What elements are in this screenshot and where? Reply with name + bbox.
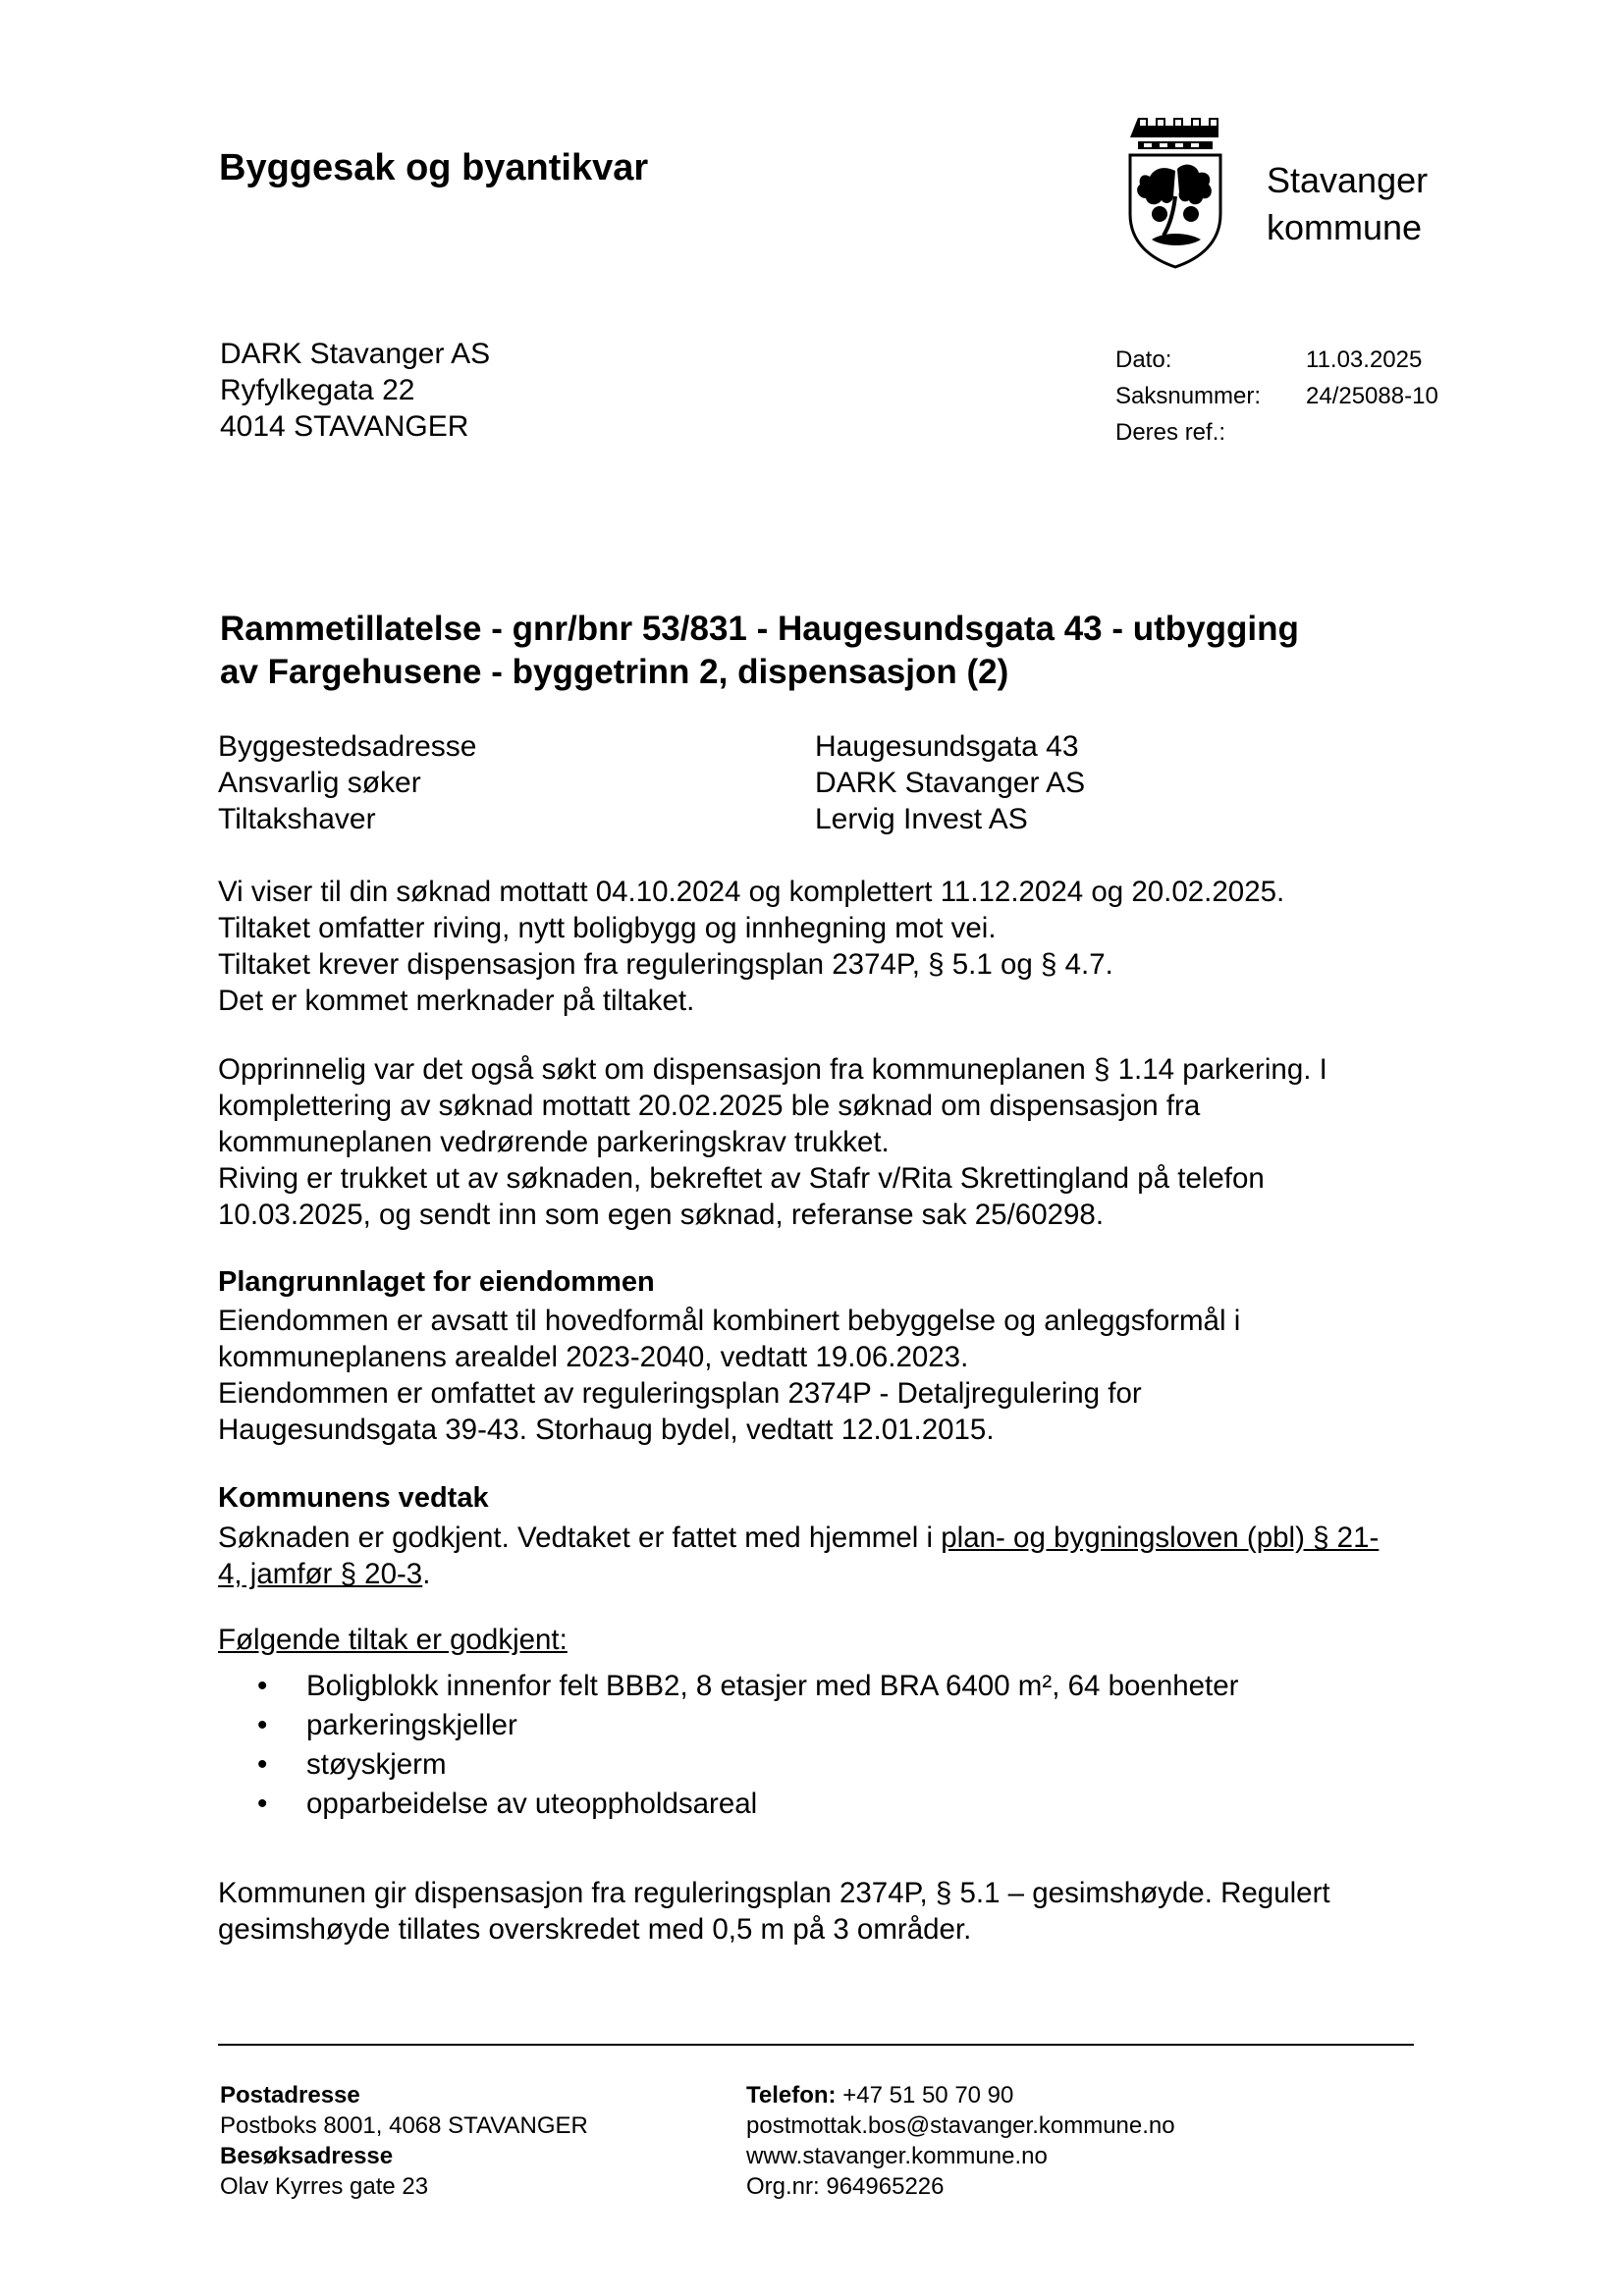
- stavanger-coat-of-arms-logo: [1124, 112, 1226, 271]
- footer-contact-block: [746, 2080, 1175, 2202]
- info-label-applicant: Ansvarlig søker: [218, 767, 421, 799]
- intro-line: Tiltaket krever dispensasjon fra reguleringsplan 2374P, § 5.1 og § 4.7.: [218, 948, 1113, 981]
- info-value-owner: Lervig Invest AS: [815, 803, 1028, 835]
- recipient-street: Ryfylkegata 22: [220, 374, 415, 406]
- info-value-applicant: DARK Stavanger AS: [815, 767, 1086, 799]
- date-label: Dato:: [1115, 347, 1172, 373]
- recipient-name: DARK Stavanger AS: [220, 338, 491, 370]
- municipality-name: [1267, 157, 1428, 251]
- info-value-address: Haugesundsgata 43: [815, 730, 1079, 763]
- list-item: • parkeringskjeller: [257, 1706, 1238, 1745]
- background-line: komplettering av søknad mottatt 20.02.2025 ble søknad om dispensasjon fra: [218, 1090, 1201, 1122]
- plan-paragraph: [218, 1303, 1435, 1448]
- municipality-name-line1: Stavanger: [1267, 160, 1429, 200]
- municipality-name-line2: kommune: [1267, 207, 1423, 247]
- plan-line: Haugesundsgata 39-43. Storhaug bydel, vedtatt 12.01.2015.: [218, 1414, 995, 1446]
- dispensation-paragraph: [218, 1875, 1435, 1948]
- approved-heading-text: Følgende tiltak er godkjent:: [218, 1624, 568, 1656]
- decision-paragraph: [218, 1520, 1435, 1592]
- recipient-address: [220, 336, 490, 445]
- dispensation-line: gesimshøyde tillates overskredet med 0,5 m på 3 områder.: [218, 1913, 972, 1946]
- intro-line: Vi viser til din søknad mottatt 04.10.2024 og komplettert 11.12.2024 og 20.02.2025.: [218, 876, 1285, 908]
- decision-text-end: .: [422, 1558, 431, 1590]
- background-line: Opprinnelig var det også søkt om dispensasjon fra kommuneplanen § 1.14 parkering. I: [218, 1053, 1327, 1086]
- footer-divider: [218, 2044, 1414, 2046]
- decision-text: Søknaden er godkjent. Vedtaket er fattet med hjemmel i: [218, 1522, 942, 1554]
- postal-address-value: Postboks 8001, 4068 STAVANGER: [220, 2112, 588, 2139]
- list-item: • opparbeidelse av uteoppholdsareal: [257, 1785, 1238, 1824]
- postal-address-heading: Postadresse: [220, 2082, 360, 2109]
- pbl-law-link-continued[interactable]: 4, jamfør § 20-3: [218, 1558, 423, 1590]
- case-number-label: Saksnummer:: [1115, 383, 1262, 409]
- phone-row: [746, 2080, 1175, 2110]
- your-ref-label: Deres ref.:: [1115, 419, 1226, 446]
- phone-value: +47 51 50 70 90: [836, 2082, 1014, 2109]
- case-number-value: 24/25088-10: [1306, 383, 1438, 409]
- info-label-address: Byggestedsadresse: [218, 730, 477, 763]
- subject-line-1: Rammetillatelse - gnr/bnr 53/831 - Haugesundsgata 43 - utbygging: [220, 610, 1299, 648]
- approved-measures-list: [257, 1667, 1238, 1824]
- dispensation-line: Kommunen gir dispensasjon fra reguleringsplan 2374P, § 5.1 – gesimshøyde. Regulert: [218, 1877, 1330, 1909]
- background-line: 10.03.2025, og sendt inn som egen søknad, referanse sak 25/60298.: [218, 1199, 1105, 1231]
- department-title: Byggesak og byantikvar: [219, 147, 649, 188]
- plan-line: kommuneplanens arealdel 2023-2040, vedtatt 19.06.2023.: [218, 1341, 969, 1373]
- background-line: kommuneplanen vedrørende parkeringskrav trukket.: [218, 1126, 890, 1158]
- phone-label: Telefon:: [746, 2082, 837, 2109]
- subject-line-2: av Fargehusene - byggetrinn 2, dispensasjon (2): [220, 653, 1009, 691]
- email-address[interactable]: postmottak.bos@stavanger.kommune.no: [746, 2112, 1175, 2139]
- visiting-address-heading: Besøksadresse: [220, 2143, 394, 2169]
- intro-line: Tiltaket omfatter riving, nytt boligbygg og innhegning mot vei.: [218, 912, 997, 944]
- list-item: • støyskjerm: [257, 1745, 1238, 1785]
- decision-heading: Kommunens vedtak: [218, 1482, 489, 1514]
- plan-line: Eiendommen er omfattet av reguleringsplan 2374P - Detaljregulering for: [218, 1377, 1142, 1410]
- letter-subject: [220, 608, 1418, 694]
- plan-heading: Plangrunnlaget for eiendommen: [218, 1266, 655, 1298]
- footer-address-block: [220, 2080, 588, 2202]
- recipient-city: 4014 STAVANGER: [220, 410, 469, 443]
- list-item: • Boligblokk innenfor felt BBB2, 8 etasjer med BRA 6400 m², 64 boenheter: [257, 1667, 1238, 1706]
- approved-heading: [218, 1622, 1435, 1658]
- intro-paragraph: [218, 874, 1435, 1019]
- pbl-law-link[interactable]: plan- og bygningsloven (pbl) § 21-: [941, 1522, 1380, 1554]
- date-value: 11.03.2025: [1306, 347, 1423, 373]
- intro-line: Det er kommet merknader på tiltaket.: [218, 985, 695, 1017]
- org-number: Org.nr: 964965226: [746, 2173, 945, 2200]
- background-line: Riving er trukket ut av søknaden, bekreftet av Stafr v/Rita Skrettingland på telefon: [218, 1162, 1265, 1195]
- decision-line-1: [218, 1520, 1435, 1556]
- info-label-owner: Tiltakshaver: [218, 803, 376, 835]
- background-paragraph: [218, 1051, 1435, 1233]
- decision-line-2: [218, 1556, 1435, 1592]
- plan-line: Eiendommen er avsatt til hovedformål kombinert bebyggelse og anleggsformål i: [218, 1305, 1241, 1337]
- visiting-address-value: Olav Kyrres gate 23: [220, 2173, 429, 2200]
- website-link[interactable]: www.stavanger.kommune.no: [746, 2143, 1048, 2169]
